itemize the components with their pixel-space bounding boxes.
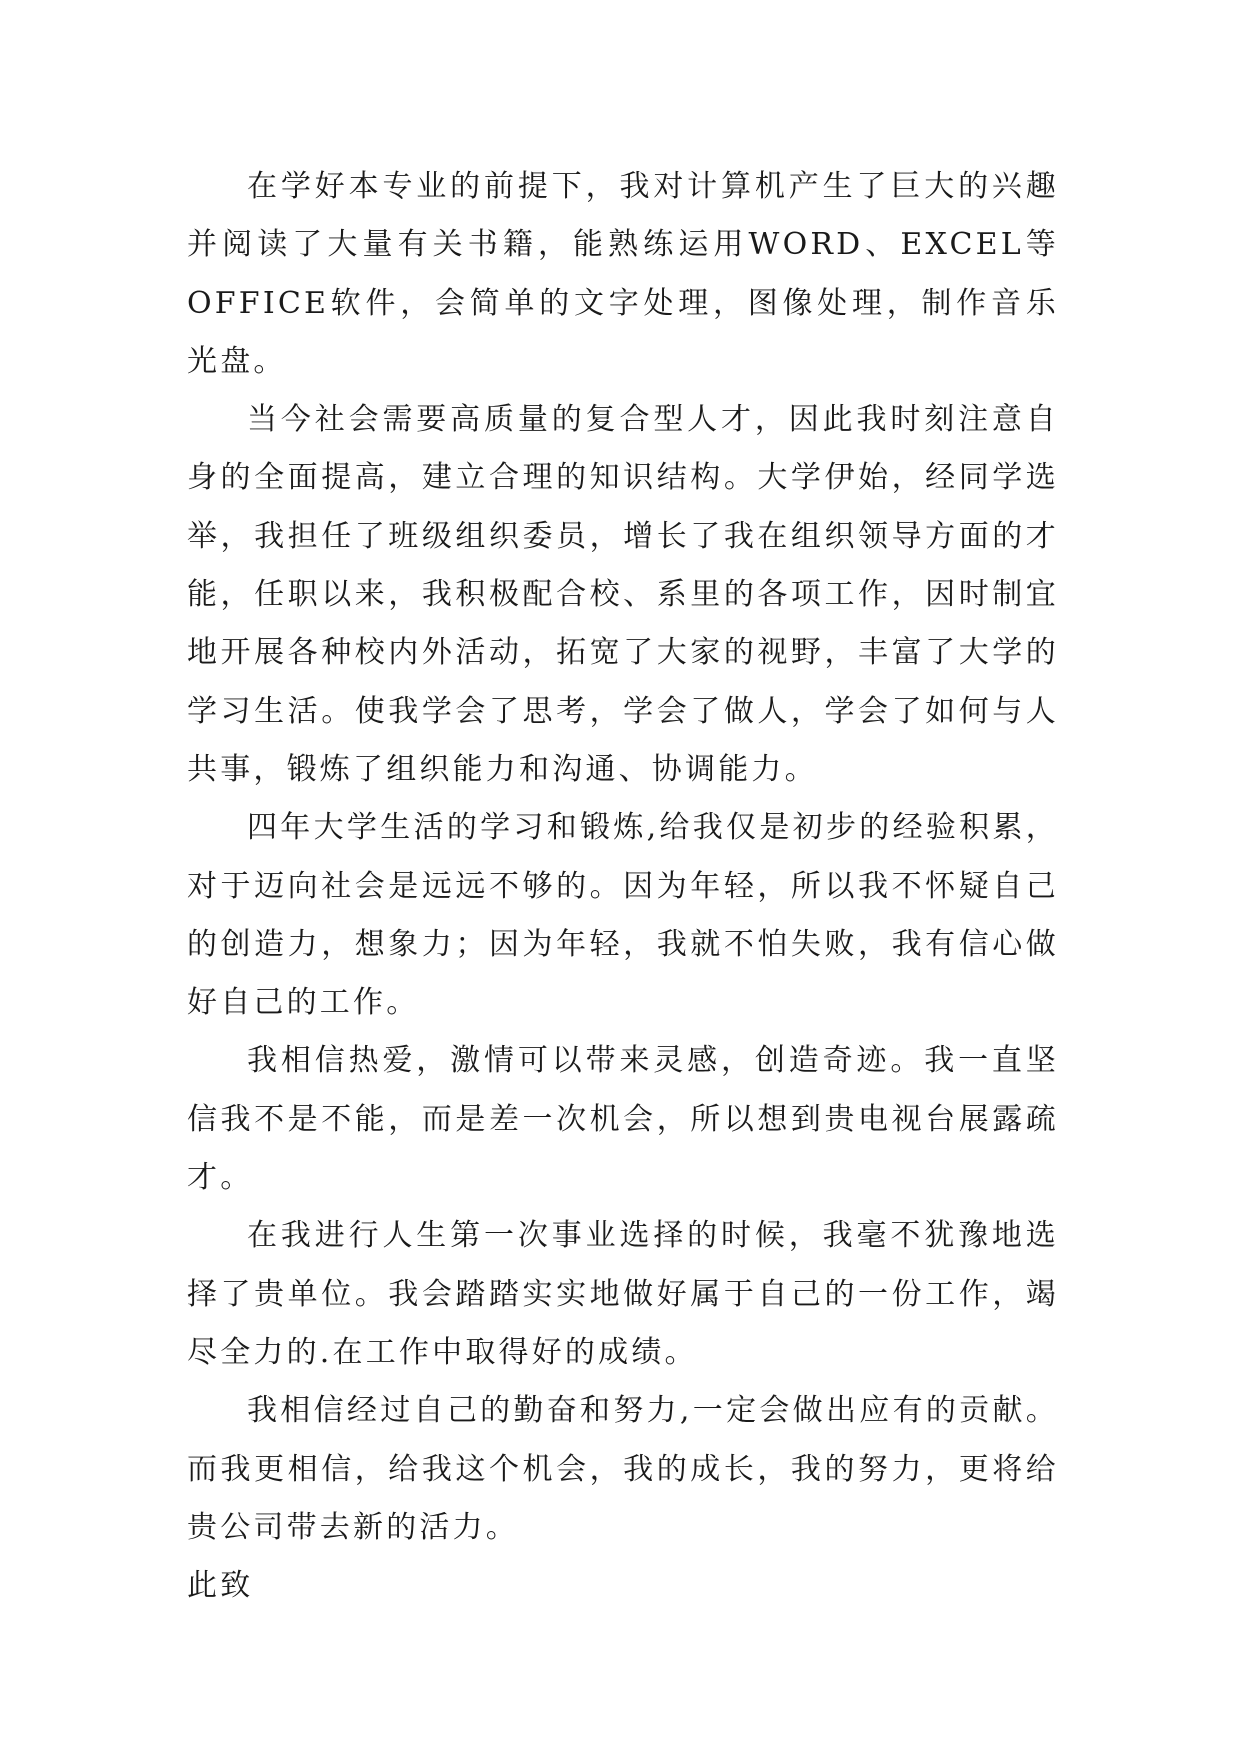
closing-salutation: 此致 xyxy=(187,1568,254,1604)
paragraph-student-leadership: 当今社会需要高质量的复合型人才，因此我时刻注意自身的全面提高，建立合理的知识结构。大学伊始，经同学选举，我担任了班级组织委员，增长了我在组织领导方面的才能，任职以来，我积极配合校、系里的各项工作，因时制宜地开展各种校内外活动，拓宽了大家的视野，丰富了大学的学习生活。使我学会了思考，学会了做人，学会了如何与人共事，锻炼了组织能力和沟通、协调能力。 xyxy=(187,402,1059,787)
paragraph-computer-skills: 在学好本专业的前提下，我对计算机产生了巨大的兴趣并阅读了大量有关书籍，能熟练运用WORD、EXCEL等OFFICE软件，会简单的文字处理，图像处理，制作音乐光盘。 xyxy=(187,169,1059,379)
paragraph-contribution: 我相信经过自己的勤奋和努力,一定会做出应有的贡献。而我更相信，给我这个机会，我的成长，我的努力，更将给贵公司带去新的活力。 xyxy=(187,1393,1059,1545)
letter-body xyxy=(187,158,1059,1615)
paragraph-passion: 我相信热爱，激情可以带来灵感，创造奇迹。我一直坚信我不是不能，而是差一次机会，所以想到贵电视台展露疏才。 xyxy=(187,1043,1059,1196)
paragraph-university-experience: 四年大学生活的学习和锻炼,给我仅是初步的经验积累，对于迈向社会是远远不够的。因为年轻，所以我不怀疑自己的创造力，想象力；因为年轻，我就不怕失败，我有信心做好自己的工作。 xyxy=(187,810,1059,1021)
paragraph-career-choice: 在我进行人生第一次事业选择的时候，我毫不犹豫地选择了贵单位。我会踏踏实实地做好属于自己的一份工作，竭尽全力的.在工作中取得好的成绩。 xyxy=(187,1218,1059,1370)
